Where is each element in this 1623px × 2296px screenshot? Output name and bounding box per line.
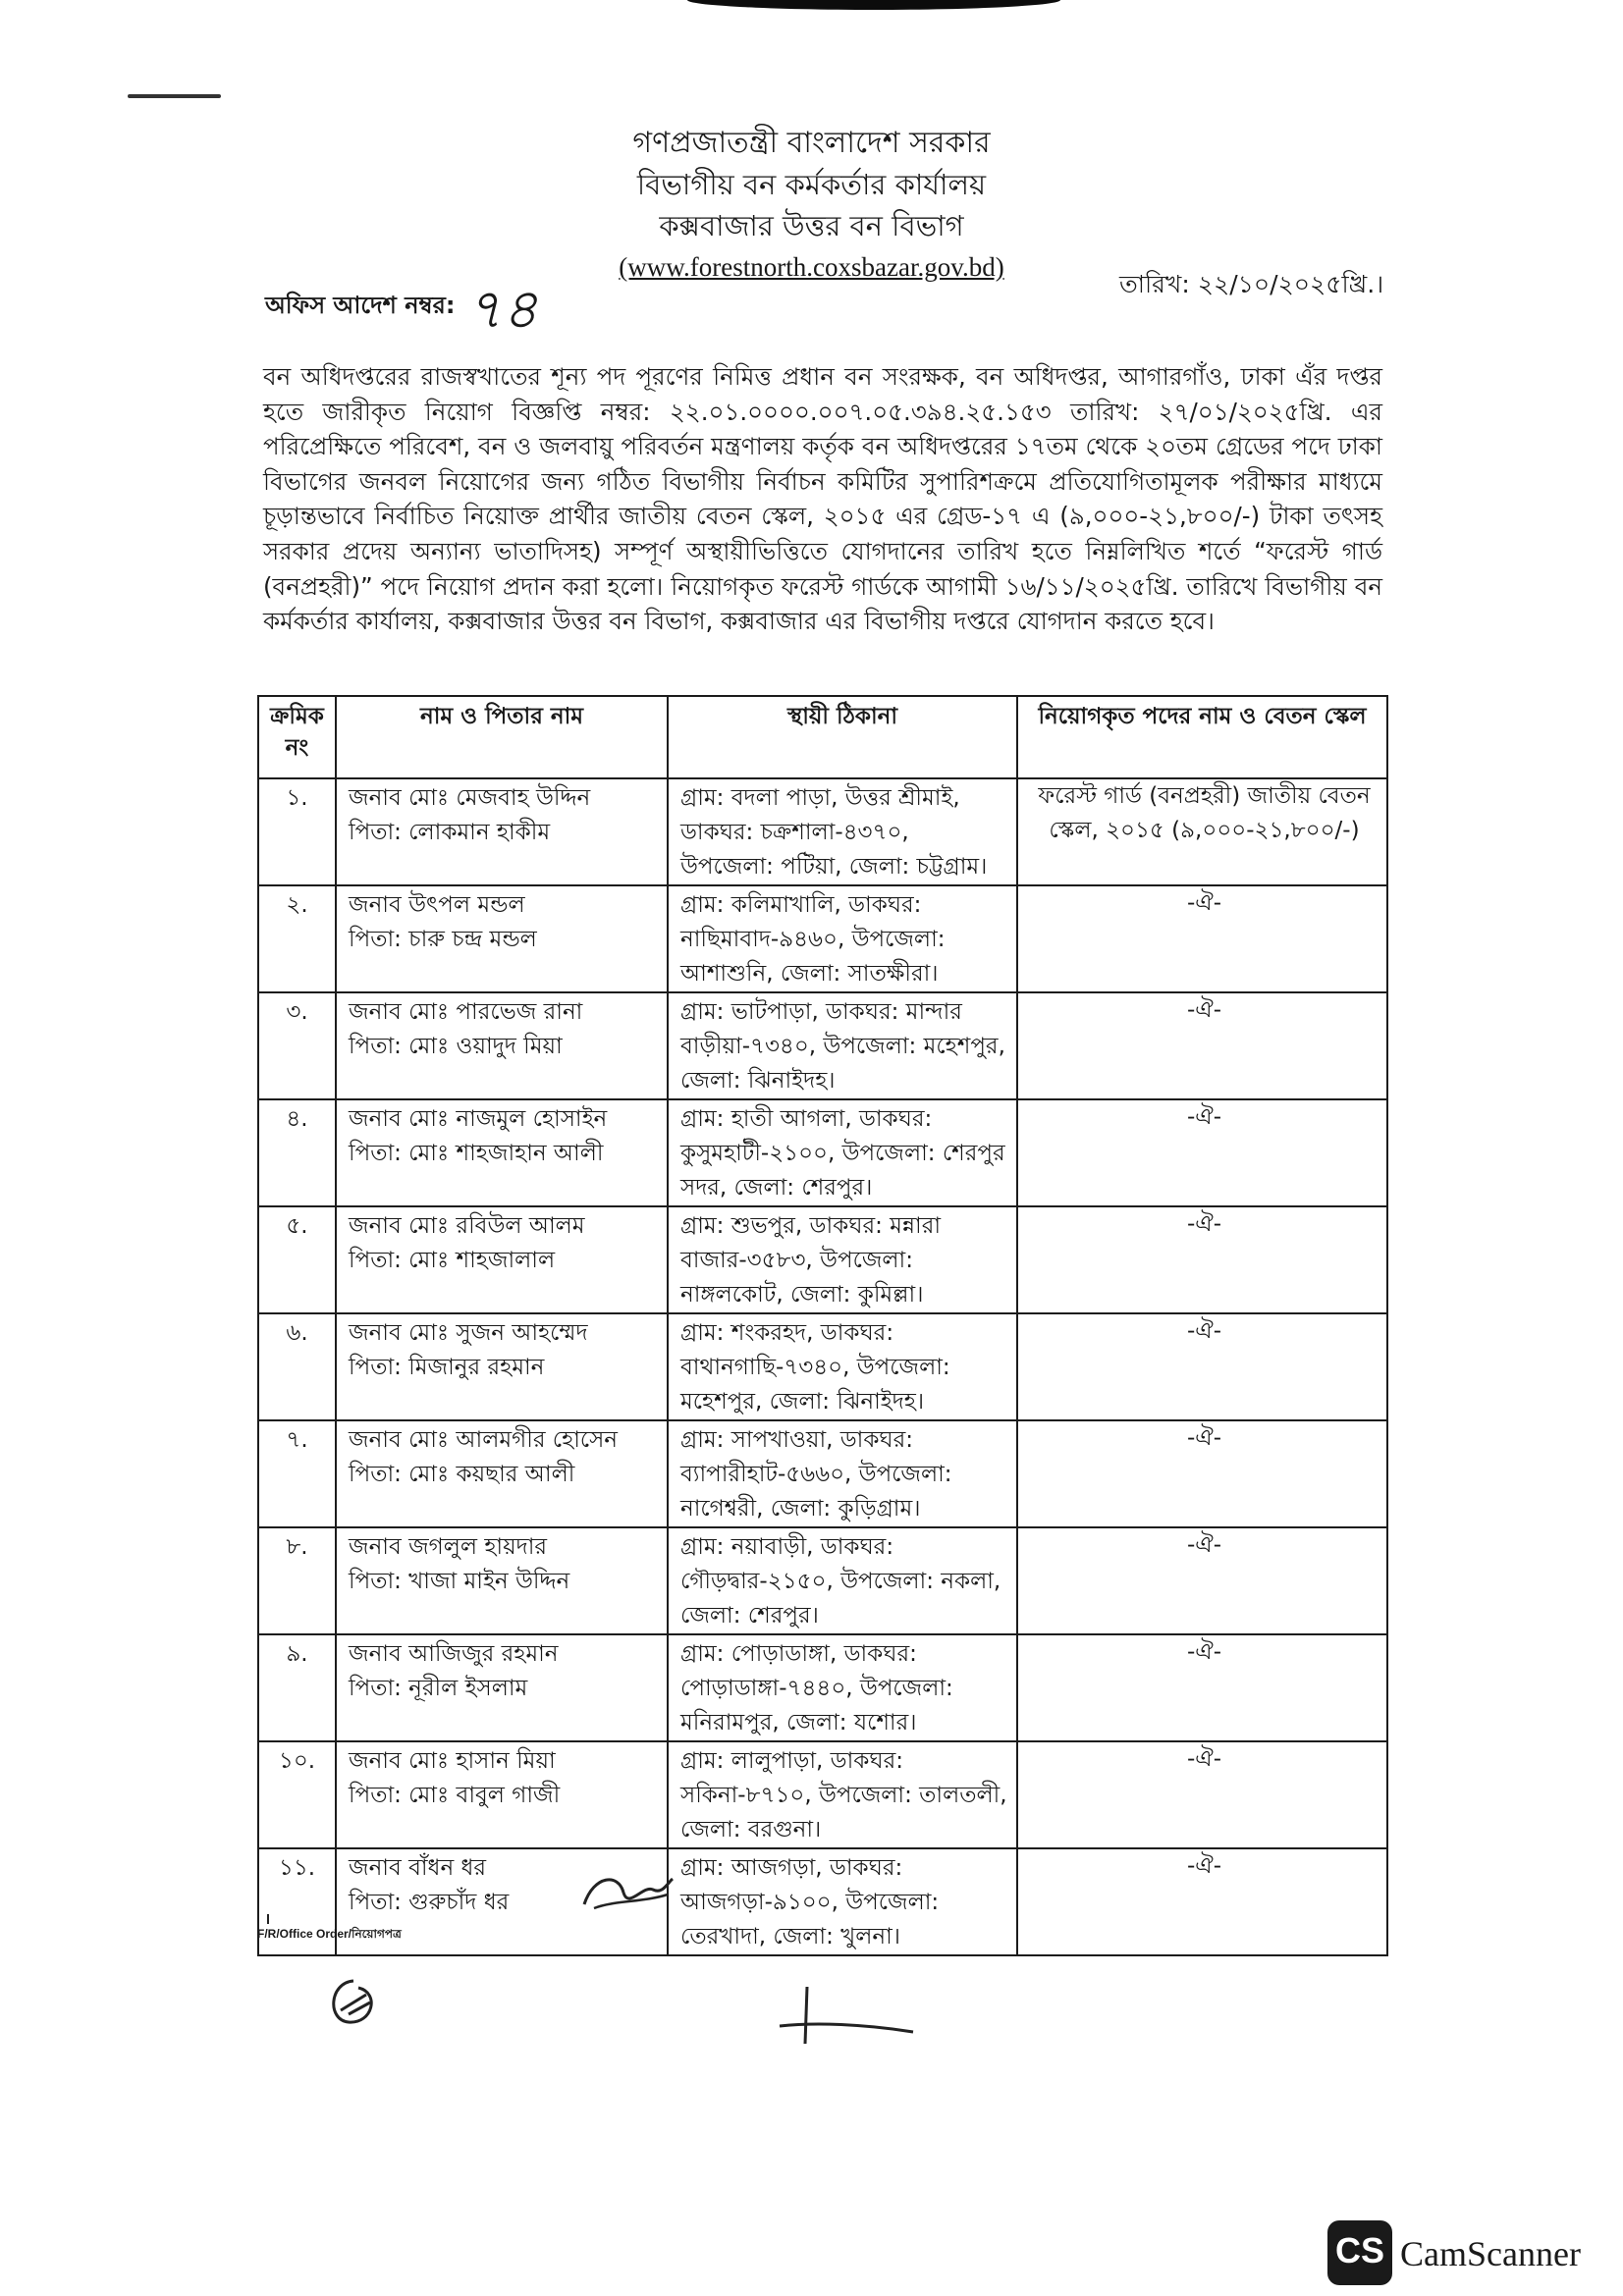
- cell-address: গ্রাম: ভাটপাড়া, ডাকঘর: মান্দার বাড়ীয়া-৭৩৪০, উপজেলা: মহেশপুর, জেলা: ঝিনাইদহ।: [668, 992, 1017, 1099]
- division-title: কক্সবাজার উত্তর বন বিভাগ: [659, 209, 964, 242]
- header-serial: ক্রমিক নং: [258, 696, 336, 778]
- candidate-name: জনাব মোঃ আলমগীর হোসেন: [349, 1427, 619, 1453]
- header-address: স্থায়ী ঠিকানা: [668, 696, 1017, 778]
- cell-serial: ১.: [258, 778, 336, 885]
- candidate-name: জনাব জগলুল হায়দার: [349, 1534, 548, 1560]
- candidate-name: জনাব মোঃ পারভেজ রানা: [349, 999, 583, 1025]
- cell-serial: ৫.: [258, 1206, 336, 1313]
- candidate-name: জনাব মোঃ নাজমুল হোসাইন: [349, 1106, 608, 1132]
- office-title: বিভাগীয় বন কর্মকর্তার কার্যালয়: [636, 168, 987, 201]
- cell-post: ফরেস্ট গার্ড (বনপ্রহরী) জাতীয় বেতন স্কেল, ২০১৫ (৯,০০০-২১,৮০০/-): [1017, 778, 1387, 885]
- candidate-name: জনাব বাঁধন ধর: [349, 1855, 487, 1881]
- order-number-handwritten: ৭৪: [466, 278, 538, 342]
- table-row: [258, 992, 1387, 1099]
- father-name: পিতা: মোঃ শাহজালাল: [349, 1248, 556, 1273]
- cell-address: গ্রাম: আজগড়া, ডাকঘর: আজগড়া-৯১০০, উপজেলা: তেরখাদা, জেলা: খুলনা।: [668, 1848, 1017, 1955]
- appointment-table: [257, 695, 1388, 1956]
- cell-address: গ্রাম: লালুপাড়া, ডাকঘর: সকিনা-৮৭১০, উপজেলা: তালতলী, জেলা: বরগুনা।: [668, 1741, 1017, 1848]
- cell-address: গ্রাম: বদলা পাড়া, উত্তর শ্রীমাই, ডাকঘর: চক্রশালা-৪৩৭০, উপজেলা: পটিয়া, জেলা: চট্টগ্রাম।: [668, 778, 1017, 885]
- cell-name: [336, 1741, 668, 1848]
- cell-name: [336, 992, 668, 1099]
- website-link[interactable]: (www.forestnorth.coxsbazar.gov.bd): [619, 252, 1004, 282]
- staple-mark: [128, 94, 221, 98]
- cell-post: -ঐ-: [1017, 1527, 1387, 1634]
- cell-name: [336, 1527, 668, 1634]
- header-name: নাম ও পিতার নাম: [336, 696, 668, 778]
- camscanner-watermark: CamScanner: [1400, 2234, 1581, 2273]
- father-name: পিতা: মোঃ শাহজাহান আলী: [349, 1141, 604, 1166]
- signature-initial-2: [319, 1973, 388, 2032]
- cell-post: -ঐ-: [1017, 1848, 1387, 1955]
- cell-name: [336, 1634, 668, 1741]
- cell-address: গ্রাম: শুভপুর, ডাকঘর: মন্নারা বাজার-৩৫৮৩, উপজেলা: নাঙ্গলকোট, জেলা: কুমিল্লা।: [668, 1206, 1017, 1313]
- cell-post: -ঐ-: [1017, 1206, 1387, 1313]
- order-body-paragraph: বন অধিদপ্তরের রাজস্বখাতের শূন্য পদ পূরণের নিমিত্ত প্রধান বন সংরক্ষক, বন অধিদপ্তর, আগারগাঁও, ঢাকা এঁর দপ্তর হতে জারীকৃত নিয়োগ বিজ্ঞপ্তি নম্বর: ২২.০১.০০০০.০০৭.০৫.৩৯৪.২৫.১৫৩ তারিখ: ২৭/০১/২০২৫খ্রি. এর পরিপ্রেক্ষিতে পরিবেশ, বন ও জলবায়ু পরিবর্তন মন্ত্রণালয় কর্তৃক বন অধিদপ্তরের ১৭তম থেকে ২০তম গ্রেডের পদে ঢাকা বিভাগের জনবল নিয়োগের জন্য গঠিত বিভাগীয় নির্বাচন কমিটির সুপারিশক্রমে প্রতিযোগিতামূলক পরীক্ষার মাধ্যমে চূড়ান্তভাবে নির্বাচিত নিয়োক্ত প্রার্থীর জাতীয় বেতন স্কেল, ২০১৫ এর গ্রেড-১৭ এ (৯,০০০-২১,৮০০/-) টাকা তৎসহ সরকার প্রদেয় অন্যান্য ভাতাদিসহ) সম্পূর্ণ অস্থায়ীভিত্তিতে যোগদানের তারিখ হতে নিম্নলিখিত শর্তে “ফরেস্ট গার্ড (বনপ্রহরী)” পদে নিয়োগ প্রদান করা হলো। নিয়োগকৃত ফরেস্ট গার্ডকে আগামী ১৬/১১/২০২৫খ্রি. তারিখে বিভাগীয় বন কর্মকর্তার কার্যালয়, কক্সবাজার উত্তর বন বিভাগ, কক্সবাজার এর বিভাগীয় দপ্তরে যোগদান করতে হবে।: [263, 362, 1382, 636]
- father-name: পিতা: লোকমান হাকীম: [349, 820, 551, 845]
- table-row: [258, 1634, 1387, 1741]
- cell-name: [336, 1099, 668, 1206]
- signature-mark: [776, 1983, 923, 2052]
- table-row: [258, 778, 1387, 885]
- father-name: পিতা: খাজা মাইন উদ্দিন: [349, 1569, 570, 1594]
- page-top-edge: [687, 0, 1060, 10]
- cell-serial: ৭.: [258, 1420, 336, 1527]
- father-name: পিতা: চারু চন্দ্র মন্ডল: [349, 927, 537, 952]
- father-name: পিতা: মোঃ কয়ছার আলী: [349, 1462, 575, 1487]
- cell-post: -ঐ-: [1017, 1741, 1387, 1848]
- camscanner-logo-icon: CS: [1327, 2220, 1392, 2285]
- father-name: পিতা: মিজানুর রহমান: [349, 1355, 545, 1380]
- cell-name: [336, 778, 668, 885]
- cell-serial: ১০.: [258, 1741, 336, 1848]
- cell-address: গ্রাম: শংকরহদ, ডাকঘর: বাথানগাছি-৭৩৪০, উপজেলা: মহেশপুর, জেলা: ঝিনাইদহ।: [668, 1313, 1017, 1420]
- footer-tick-mark: [267, 1914, 269, 1924]
- father-name: পিতা: গুরুচাঁদ ধর: [349, 1890, 510, 1915]
- cell-post: -ঐ-: [1017, 1634, 1387, 1741]
- table-row: [258, 1741, 1387, 1848]
- cell-name: [336, 1206, 668, 1313]
- cell-name: [336, 1420, 668, 1527]
- cell-serial: ৮.: [258, 1527, 336, 1634]
- order-number-label: অফিস আদেশ নম্বর:: [265, 292, 456, 319]
- header-post: নিয়োগকৃত পদের নাম ও বেতন স্কেল: [1017, 696, 1387, 778]
- table-row: [258, 1099, 1387, 1206]
- cell-serial: ২.: [258, 885, 336, 992]
- table-row: [258, 1206, 1387, 1313]
- cell-address: গ্রাম: পোড়াডাঙ্গা, ডাকঘর: পোড়াডাঙ্গা-৭৪৪০, উপজেলা: মনিরামপুর, জেলা: যশোর।: [668, 1634, 1017, 1741]
- candidate-name: জনাব মোঃ হাসান মিয়া: [349, 1748, 556, 1774]
- table-row: [258, 1527, 1387, 1634]
- cell-post: -ঐ-: [1017, 1313, 1387, 1420]
- cell-post: -ঐ-: [1017, 1099, 1387, 1206]
- cell-address: গ্রাম: কলিমাখালি, ডাকঘর: নাছিমাবাদ-৯৪৬০, উপজেলা: আশাশুনি, জেলা: সাতক্ষীরা।: [668, 885, 1017, 992]
- cell-serial: ৩.: [258, 992, 336, 1099]
- candidate-name: জনাব মোঃ রবিউল আলম: [349, 1213, 585, 1239]
- father-name: পিতা: মোঃ বাবুল গাজী: [349, 1783, 561, 1808]
- file-reference: F/R/Office Order/নিয়োগপত্র: [257, 1927, 402, 1941]
- cell-serial: ১১.: [258, 1848, 336, 1955]
- candidate-name: জনাব আজিজুর রহমান: [349, 1641, 559, 1667]
- government-title: গণপ্রজাতন্ত্রী বাংলাদেশ সরকার: [632, 126, 991, 160]
- table-header-row: [258, 696, 1387, 778]
- signature-initial-1: [574, 1865, 682, 1924]
- father-name: পিতা: মোঃ ওয়াদুদ মিয়া: [349, 1034, 563, 1059]
- cell-address: গ্রাম: সাপখাওয়া, ডাকঘর: ব্যাপারীহাট-৫৬৬০, উপজেলা: নাগেশ্বরী, জেলা: কুড়িগ্রাম।: [668, 1420, 1017, 1527]
- table-row: [258, 1848, 1387, 1955]
- cell-serial: ৪.: [258, 1099, 336, 1206]
- candidate-name: জনাব মোঃ সুজন আহম্মেদ: [349, 1320, 588, 1346]
- table-row: [258, 885, 1387, 992]
- cell-serial: ৬.: [258, 1313, 336, 1420]
- cell-address: গ্রাম: হাতী আগলা, ডাকঘর: কুসুমহাটী-২১০০, উপজেলা: শেরপুর সদর, জেলা: শেরপুর।: [668, 1099, 1017, 1206]
- table-row: [258, 1420, 1387, 1527]
- letterhead: [0, 123, 1623, 288]
- cell-name: [336, 1313, 668, 1420]
- order-date: তারিখ: ২২/১০/২০২৫খ্রি.।: [1119, 270, 1384, 298]
- cell-serial: ৯.: [258, 1634, 336, 1741]
- cell-address: গ্রাম: নয়াবাড়ী, ডাকঘর: গৌড়দ্বার-২১৫০, উপজেলা: নকলা, জেলা: শেরপুর।: [668, 1527, 1017, 1634]
- cell-post: -ঐ-: [1017, 1420, 1387, 1527]
- table-body: [258, 778, 1387, 1955]
- cell-post: -ঐ-: [1017, 992, 1387, 1099]
- candidate-name: জনাব মোঃ মেজবাহ উদ্দিন: [349, 785, 591, 811]
- father-name: পিতা: নূরীল ইসলাম: [349, 1676, 528, 1701]
- table-row: [258, 1313, 1387, 1420]
- cell-post: -ঐ-: [1017, 885, 1387, 992]
- candidate-name: জনাব উৎপল মন্ডল: [349, 892, 525, 918]
- cell-name: [336, 885, 668, 992]
